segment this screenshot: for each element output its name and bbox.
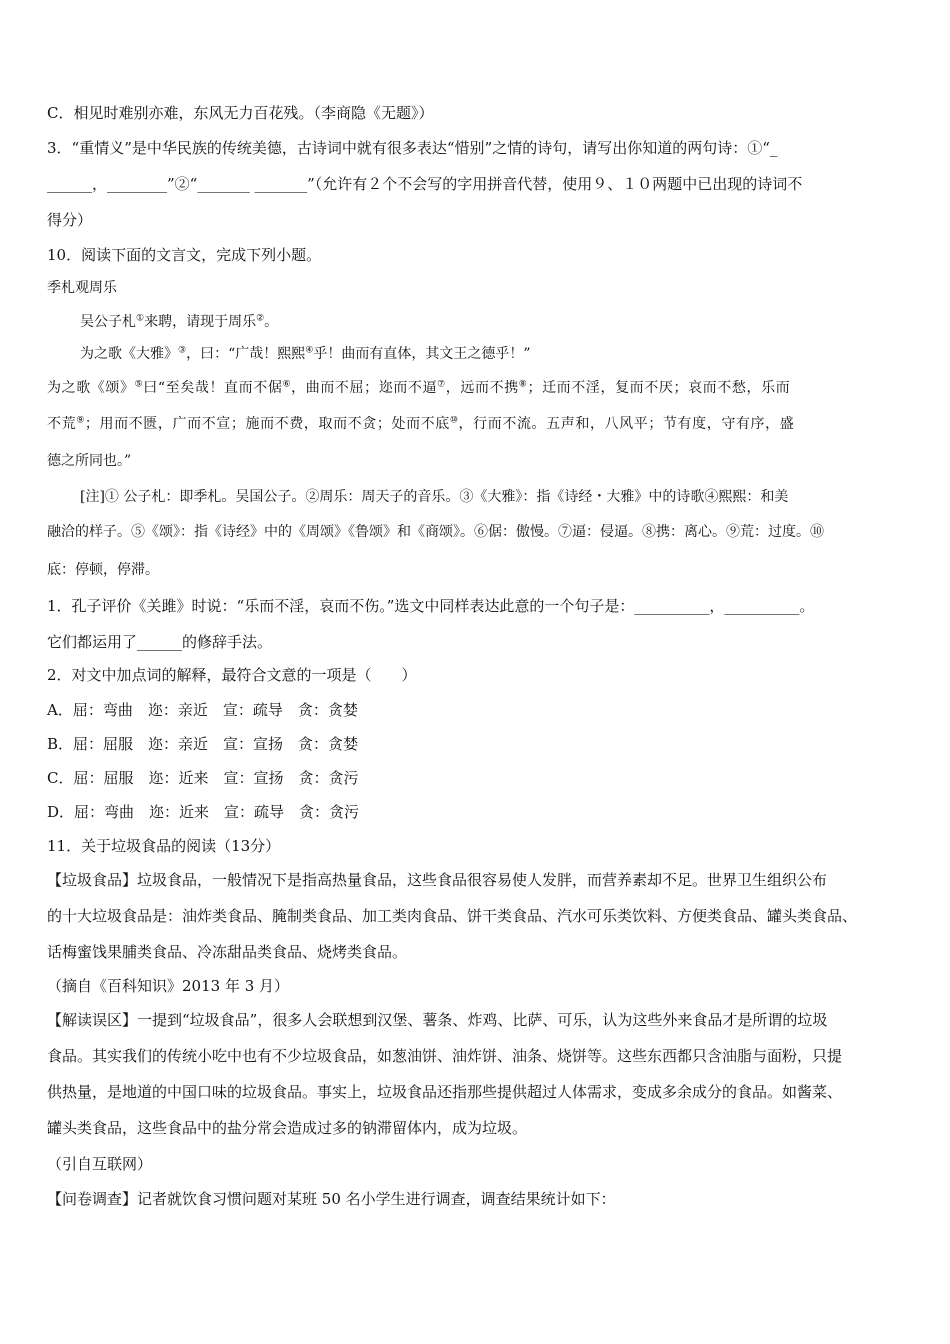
passage-para-3-line-3: 德之所同也。” [47, 453, 132, 469]
q9-option-c: C．相见时难别亦难，东风无力百花残。（李商隐《无题》） [47, 104, 434, 122]
passage-para-2: 为之歌《大雅》③，曰：“广哉！熙熙④乎！曲而有直体，其文王之德乎！” [80, 345, 531, 362]
misconception-line-4: 罐头类食品，这些食品中的盐分常会造成过多的钠滞留体内，成为垃圾。 [47, 1119, 528, 1137]
survey-intro: 【问卷调查】记者就饮食习惯问题对某班 50 名小学生进行调查，调查结果统计如下： [47, 1190, 616, 1208]
note-line-2: 融洽的样子。⑤《颂》：指《诗经》中的《周颂》《鲁颂》和《商颂》。⑥倨：傲慢。⑦逼：侵逼。⑧携：离心。⑨荒：过度。⑩ [47, 524, 824, 540]
misconception-line-3: 供热量，是地道的中国口味的垃圾食品。事实上，垃圾食品还指那些提供超过人体需求，变成多余成分的食品。如酱菜、 [47, 1083, 843, 1101]
subq1-line-2: 它们都运用了______的修辞手法。 [47, 633, 273, 651]
junk-food-def-line-2: 的十大垃圾食品是：油炸类食品、腌制类食品、加工类肉食品、饼干类食品、汽水可乐类饮料、方便类食品、罐头类食品、 [47, 907, 858, 925]
q3-line-3: 得分） [47, 211, 93, 229]
passage-para-1: 吴公子札①来聘，请现于周乐②。 [80, 313, 279, 330]
q3-line-2: ______，________”②“_______ _______”（允许有２个不会写的字用拼音代替，使用９、１０两题中已出现的诗词不 [47, 175, 803, 193]
passage-para-3-line-1: 为之歌《颂》⑤曰“至矣哉！直而不倨⑥，曲而不屈；迩而不逼⑦，远而不携⑧；迁而不淫，复而不厌；哀而不愁，乐而 [47, 379, 791, 396]
junk-food-def-line-3: 话梅蜜饯果脯类食品、冷冻甜品类食品、烧烤类食品。 [47, 943, 408, 961]
q11-title: 11．关于垃圾食品的阅读（13分） [47, 837, 281, 855]
misconception-line-2: 食品。其实我们的传统小吃中也有不少垃圾食品，如葱油饼、油炸饼、油条、烧饼等。这些东西都只含油脂与面粉，只提 [47, 1047, 843, 1065]
passage-title: 季札观周乐 [47, 280, 117, 296]
note-line-1: [注]① 公子札：即季札。吴国公子。②周乐：周天子的音乐。③《大雅》：指《诗经・大雅》中的诗歌④熙熙：和美 [80, 489, 789, 505]
junk-food-def-line-1: 【垃圾食品】垃圾食品，一般情况下是指高热量食品，这些食品很容易使人发胖，而营养素却不足。世界卫生组织公布 [47, 871, 828, 889]
option-d: D．屈：弯曲 迩：近来 宣：疏导 贪：贪污 [47, 803, 360, 821]
passage-para-3-line-2: 不荒⑨；用而不匮，广而不宣；施而不费，取而不贪；处而不底⑩，行而不流。五声和，八风平；节有度，守有序，盛 [47, 415, 795, 432]
option-a: A．屈：弯曲 迩：亲近 宣：疏导 贪：贪婪 [47, 701, 358, 719]
subq1-line-1: 1．孔子评价《关雎》时说：“乐而不淫，哀而不伤。”选文中同样表达此意的一个句子是：__________，__________。 [47, 597, 815, 615]
q3-line-1: 3．“重情义”是中华民族的传统美德，古诗词中就有很多表达“惜别”之情的诗句，请写出你知道的两句诗：①“_ [47, 139, 778, 157]
source-2: （引自互联网） [47, 1155, 153, 1173]
q10-intro: 10．阅读下面的文言文，完成下列小题。 [47, 246, 322, 264]
misconception-line-1: 【解读误区】一提到“垃圾食品”，很多人会联想到汉堡、薯条、炸鸡、比萨、可乐，认为这些外来食品才是所谓的垃圾 [47, 1011, 828, 1029]
note-line-3: 底：停顿，停滞。 [47, 562, 159, 578]
option-c: C．屈：屈服 迩：近来 宣：宣扬 贪：贪污 [47, 769, 359, 787]
option-b: B．屈：屈服 迩：亲近 宣：宣扬 贪：贪婪 [47, 735, 359, 753]
source-1: （摘自《百科知识》2013 年 3 月） [47, 977, 290, 995]
subq2-stem: 2．对文中加点词的解释，最符合文意的一项是（ ） [47, 666, 417, 684]
